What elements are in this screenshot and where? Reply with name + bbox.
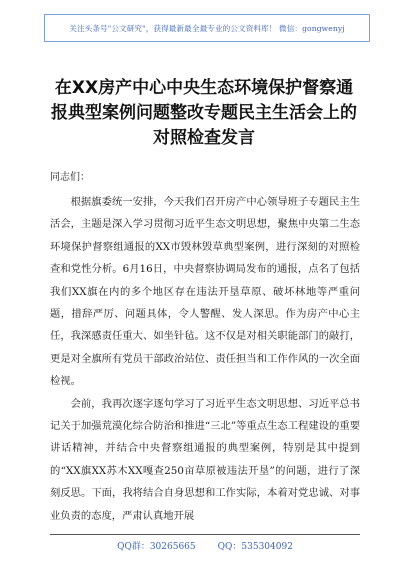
title-line-3: 对照检查发言 <box>153 128 255 148</box>
salutation: 同志们： <box>50 172 90 183</box>
footer-contacts <box>50 539 360 552</box>
page-footer <box>50 534 360 552</box>
title-line-2: 报典型案例问题整改专题民主生活会上的 <box>51 103 357 123</box>
promo-banner: 关注头条号"公文研究"，获得最新最全最专业的公文资料库！ 微信：gongwenyj <box>44 14 370 42</box>
body-paragraph-1: 根据旗委统一安排，今天我们召开房产中心领导班子专题民主生活会，主题是深入学习贯彻习近平生态文明思想，聚焦中央第二生态环境保护督察组通报的XX市毁林毁草典型案例，进行深刻的对照检查和党性分析。6月16日，中央督察协调局发布的通报，点名了包括我们XX旗在内的多个地区存在违法开垦草原、破坏林地等严重问题，措辞严厉、问题具体，令人警醒、发人深思。作为房产中心主任，我深感责任重大、如坐针毡。这不仅是对相关职能部门的敲打，更是对全旗所有党员干部政治站位、责任担当和工作作风的一次全面检视。 <box>50 196 360 388</box>
footer-qq-group: QQ群：30265665 <box>117 542 196 552</box>
footer-qq: QQ：535304092 <box>217 542 293 552</box>
document-body <box>50 191 360 527</box>
document-title <box>34 76 374 151</box>
title-line-1: 在XX房产中心中央生态环境保护督察通 <box>54 78 354 98</box>
body-paragraph-2: 会前，我再次逐字逐句学习了习近平生态文明思想、习近平总书记关于加强荒漠化综合防治和推进“三北”等重点生态工程建设的重要讲话精神，并结合中央督察组通报的典型案例，特别是其中提到的“XX旗XX苏木XX嘎查250亩草原被违法开垦”的问题，进行了深刻反思。下面，我将结合自身思想和工作实际，本着对党忠诚、对事业负责的态度，严肃认真地开展 <box>50 397 360 522</box>
